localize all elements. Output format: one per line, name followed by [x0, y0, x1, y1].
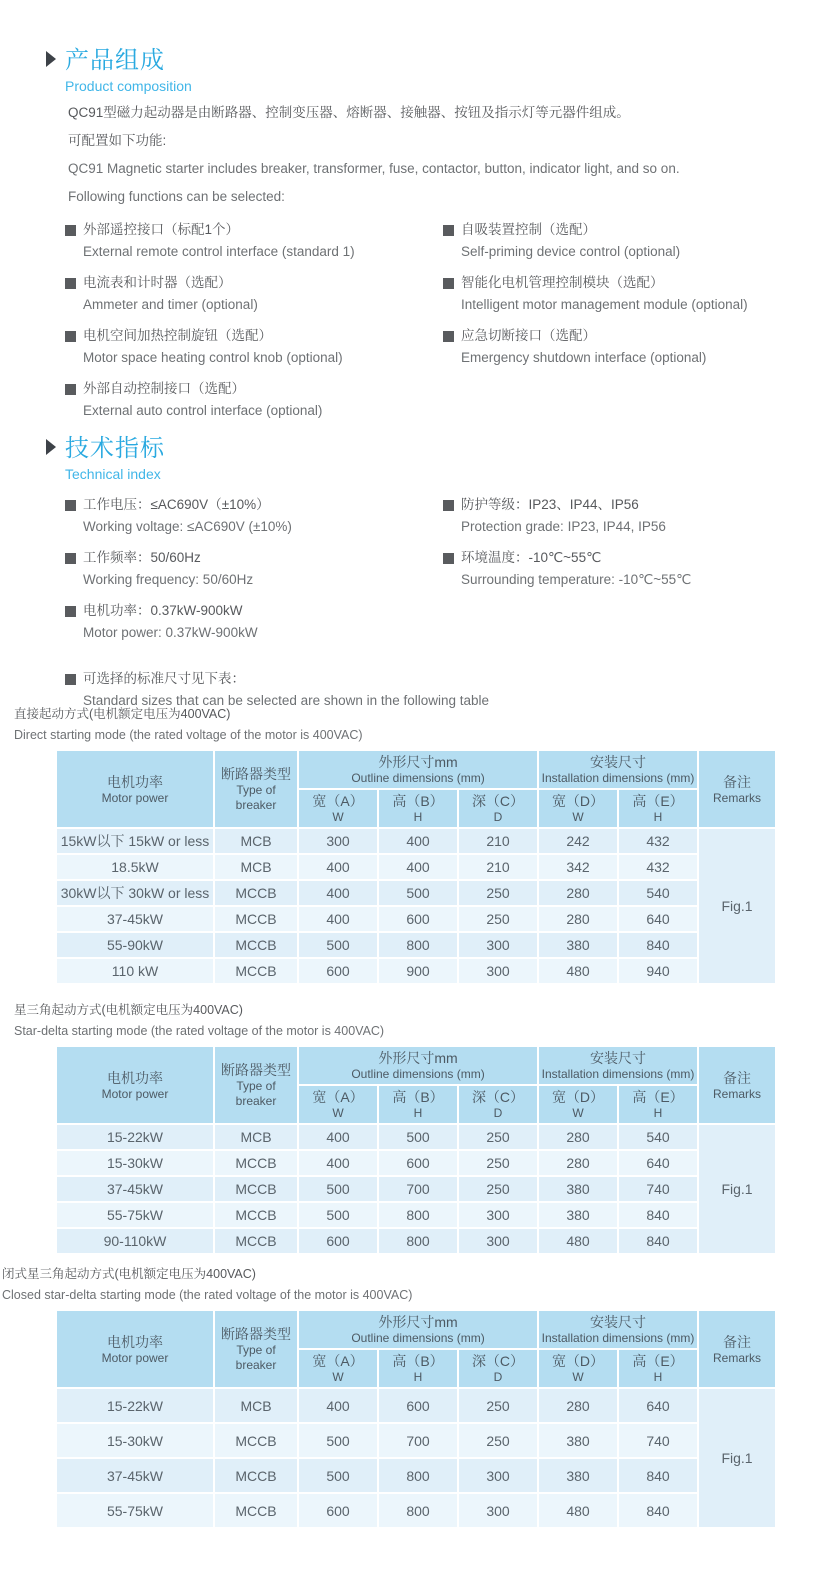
- table-cell: 600: [378, 1388, 458, 1423]
- col-header-outline-dimensions: 外形尺寸mm Outline dimensions (mm): [298, 750, 538, 789]
- table-cell: 110 kW: [56, 958, 214, 984]
- table-cell: 480: [538, 1228, 618, 1254]
- table-group-star-delta: [0, 1000, 830, 1255]
- feature-item: [443, 219, 786, 263]
- table-row: [56, 1124, 776, 1150]
- table-cell: 600: [378, 906, 458, 932]
- table-cell: 242: [538, 828, 618, 854]
- spec-label-en: Surrounding temperature: -10℃~55℃: [461, 572, 692, 587]
- table-cell: 740: [618, 1423, 698, 1458]
- table-cell: 300: [458, 932, 538, 958]
- feature-label-en: Motor space heating control knob (optional): [83, 350, 343, 365]
- table-cell: 280: [538, 1388, 618, 1423]
- table-cell: 600: [298, 958, 378, 984]
- table-row: [56, 854, 776, 880]
- table-cell: 250: [458, 880, 538, 906]
- bullet-square-icon: [65, 331, 76, 342]
- table-cell: 280: [538, 880, 618, 906]
- col-header-height-e: 高（E） H: [618, 1085, 698, 1124]
- remark-cell: Fig.1: [698, 1124, 776, 1254]
- table-cell: 600: [298, 1228, 378, 1254]
- table-cell: 640: [618, 906, 698, 932]
- table-cell: 300: [458, 1228, 538, 1254]
- table-cell: 900: [378, 958, 458, 984]
- note-label-en: Standard sizes that can be selected are shown in the following table: [83, 693, 490, 708]
- table-cell: 250: [458, 1388, 538, 1423]
- col-header-installation-dimensions: 安装尺寸 Installation dimensions (mm): [538, 1046, 698, 1085]
- table-cell: 800: [378, 1228, 458, 1254]
- table-cell: 600: [378, 1150, 458, 1176]
- table-title-en: Star-delta starting mode (the rated voltage of the motor is 400VAC): [14, 1024, 385, 1038]
- bullet-square-icon: [65, 553, 76, 564]
- section-title-cn: 产品组成: [65, 47, 165, 74]
- spec-label-cn: 工作频率：50/60Hz: [83, 550, 201, 565]
- table-body: [56, 828, 776, 984]
- bullet-square-icon: [65, 606, 76, 617]
- table-cell: 380: [538, 1202, 618, 1228]
- bullet-square-icon: [65, 225, 76, 236]
- spec-column-right: [443, 494, 786, 653]
- table-cell: 30kW以下 30kW or less: [56, 880, 214, 906]
- col-header-motor-power: 电机功率 Motor power: [56, 1310, 214, 1388]
- table-row: [56, 1176, 776, 1202]
- bullet-square-icon: [443, 225, 454, 236]
- table-cell: 15-30kW: [56, 1423, 214, 1458]
- table-cell: 300: [458, 958, 538, 984]
- bullet-square-icon: [65, 278, 76, 289]
- col-header-motor-power: 电机功率 Motor power: [56, 1046, 214, 1124]
- spec-label-en: Working frequency: 50/60Hz: [83, 572, 254, 587]
- table-cell: 800: [378, 1458, 458, 1493]
- table-cell: 480: [538, 1493, 618, 1528]
- spec-label-en: Motor power: 0.37kW-900kW: [83, 625, 258, 640]
- feature-item: [65, 378, 443, 422]
- col-header-depth-c: 深（C） D: [458, 789, 538, 828]
- col-header-outline-dimensions: 外形尺寸mm Outline dimensions (mm): [298, 1310, 538, 1349]
- table-cell: 500: [298, 1458, 378, 1493]
- table-cell: 15-22kW: [56, 1388, 214, 1423]
- spec-label-en: Working voltage: ≤AC690V (±10%): [83, 519, 292, 534]
- spec-label-cn: 电机功率：0.37kW-900kW: [83, 603, 243, 618]
- col-header-outline-dimensions: 外形尺寸mm Outline dimensions (mm): [298, 1046, 538, 1085]
- feature-label-en: Emergency shutdown interface (optional): [461, 350, 707, 365]
- col-header-remarks: 备注 Remarks: [698, 1046, 776, 1124]
- table-row: [56, 932, 776, 958]
- col-header-installation-dimensions: 安装尺寸 Installation dimensions (mm): [538, 1310, 698, 1349]
- feature-column-left: [65, 219, 443, 431]
- feature-label-en: External remote control interface (standard 1): [83, 244, 355, 259]
- table-cell: 500: [298, 1176, 378, 1202]
- table-row: [56, 828, 776, 854]
- table-cell: 400: [298, 854, 378, 880]
- config-paragraph-en: Following functions can be selected:: [68, 189, 285, 204]
- table-cell: 540: [618, 880, 698, 906]
- col-header-motor-power: 电机功率 Motor power: [56, 750, 214, 828]
- col-header-height-b: 高（B） H: [378, 1085, 458, 1124]
- table-cell: 380: [538, 1176, 618, 1202]
- table-cell: 210: [458, 854, 538, 880]
- table-cell: 250: [458, 1423, 538, 1458]
- col-header-breaker-type: 断路器类型 Type of breaker: [214, 1310, 298, 1388]
- feature-item: [65, 219, 443, 263]
- intro-paragraphs: [68, 102, 786, 207]
- dimensions-table-closed-star-delta: [55, 1309, 777, 1529]
- feature-label-en: External auto control interface (optional): [83, 403, 323, 418]
- table-cell: 700: [378, 1176, 458, 1202]
- feature-columns: [46, 219, 786, 431]
- feature-label-cn: 电机空间加热控制旋钮（选配）: [83, 328, 272, 343]
- table-cell: 700: [378, 1423, 458, 1458]
- remark-cell: Fig.1: [698, 1388, 776, 1528]
- table-cell: MCCB: [214, 932, 298, 958]
- section-technical-index: [46, 428, 786, 653]
- dimensions-table-star-delta: [55, 1045, 777, 1255]
- table-cell: 300: [298, 828, 378, 854]
- table-cell: MCB: [214, 828, 298, 854]
- table-cell: MCCB: [214, 880, 298, 906]
- table-cell: 540: [618, 1124, 698, 1150]
- table-cell: 15-30kW: [56, 1150, 214, 1176]
- bullet-square-icon: [443, 278, 454, 289]
- table-row: [56, 1493, 776, 1528]
- spec-columns: [46, 494, 786, 653]
- table-cell: 250: [458, 1176, 538, 1202]
- feature-label-cn: 应急切断接口（选配）: [461, 328, 596, 343]
- feature-label-cn: 外部自动控制接口（选配）: [83, 381, 245, 396]
- table-cell: MCCB: [214, 1493, 298, 1528]
- section-title-row: [46, 40, 786, 75]
- table-cell: 500: [298, 932, 378, 958]
- table-cell: 400: [298, 880, 378, 906]
- table-cell: 480: [538, 958, 618, 984]
- table-row: [56, 1388, 776, 1423]
- table-cell: 500: [378, 880, 458, 906]
- table-cell: 740: [618, 1176, 698, 1202]
- config-paragraph-cn: 可配置如下功能:: [68, 133, 167, 148]
- bullet-square-icon: [65, 384, 76, 395]
- table-cell: 37-45kW: [56, 1458, 214, 1493]
- table-cell: 342: [538, 854, 618, 880]
- bullet-square-icon: [443, 500, 454, 511]
- feature-label-cn: 电流表和计时器（选配）: [83, 275, 232, 290]
- table-cell: 380: [538, 1423, 618, 1458]
- table-cell: 300: [458, 1458, 538, 1493]
- table-cell: MCB: [214, 1388, 298, 1423]
- spec-label-cn: 环境温度：-10℃~55℃: [461, 550, 602, 565]
- feature-label-cn: 智能化电机管理控制模块（选配）: [461, 275, 664, 290]
- table-cell: 300: [458, 1202, 538, 1228]
- table-cell: MCCB: [214, 1150, 298, 1176]
- table-cell: MCCB: [214, 1202, 298, 1228]
- table-cell: 600: [298, 1493, 378, 1528]
- section-title-row: [46, 428, 786, 463]
- table-cell: 500: [298, 1202, 378, 1228]
- feature-label-cn: 自吸装置控制（选配）: [461, 222, 596, 237]
- table-cell: 640: [618, 1150, 698, 1176]
- table-cell: 400: [378, 828, 458, 854]
- col-header-width-d: 宽（D） W: [538, 1349, 618, 1388]
- table-cell: 37-45kW: [56, 1176, 214, 1202]
- col-header-remarks: 备注 Remarks: [698, 750, 776, 828]
- table-cell: MCCB: [214, 906, 298, 932]
- table-row: [56, 906, 776, 932]
- table-cell: 500: [378, 1124, 458, 1150]
- table-cell: 400: [298, 1124, 378, 1150]
- table-row: [56, 1150, 776, 1176]
- table-title-cn: 星三角起动方式(电机额定电压为400VAC): [14, 1003, 243, 1017]
- table-cell: 55-90kW: [56, 932, 214, 958]
- col-header-height-b: 高（B） H: [378, 1349, 458, 1388]
- col-header-depth-c: 深（C） D: [458, 1349, 538, 1388]
- table-cell: 250: [458, 906, 538, 932]
- table-cell: 400: [298, 1150, 378, 1176]
- table-cell: 55-75kW: [56, 1202, 214, 1228]
- table-row: [56, 1458, 776, 1493]
- table-group-closed-star-delta: [0, 1264, 830, 1529]
- bullet-square-icon: [443, 553, 454, 564]
- table-cell: 90-110kW: [56, 1228, 214, 1254]
- spec-item: [65, 547, 443, 591]
- note-label-cn: 可选择的标准尺寸见下表：: [83, 671, 245, 686]
- table-title-cn: 闭式星三角起动方式(电机额定电压为400VAC): [2, 1267, 256, 1281]
- table-title-en: Direct starting mode (the rated voltage of the motor is 400VAC): [14, 728, 363, 742]
- table-cell: 840: [618, 1228, 698, 1254]
- table-row: [56, 958, 776, 984]
- table-cell: MCCB: [214, 1176, 298, 1202]
- table-cell: MCCB: [214, 1228, 298, 1254]
- table-cell: MCCB: [214, 958, 298, 984]
- table-head: [56, 1046, 776, 1124]
- spec-label-en: Protection grade: IP23, IP44, IP56: [461, 519, 666, 534]
- col-header-width-a: 宽（A） W: [298, 789, 378, 828]
- table-cell: 940: [618, 958, 698, 984]
- table-cell: 400: [378, 854, 458, 880]
- remark-cell: Fig.1: [698, 828, 776, 984]
- table-cell: 55-75kW: [56, 1493, 214, 1528]
- table-cell: MCB: [214, 1124, 298, 1150]
- table-cell: 840: [618, 1202, 698, 1228]
- table-head: [56, 750, 776, 828]
- table-title-cn: 直接起动方式(电机额定电压为400VAC): [14, 707, 231, 721]
- feature-item: [443, 272, 786, 316]
- feature-item: [65, 325, 443, 369]
- dimensions-table-direct: [55, 749, 777, 985]
- table-cell: 280: [538, 1124, 618, 1150]
- spec-item: [443, 494, 786, 538]
- feature-item: [443, 325, 786, 369]
- table-body: [56, 1388, 776, 1528]
- table-cell: 380: [538, 932, 618, 958]
- section-arrow-icon: [46, 439, 56, 455]
- feature-label-en: Self-priming device control (optional): [461, 244, 681, 259]
- intro-paragraph-en: QC91 Magnetic starter includes breaker, transformer, fuse, contactor, button, indicator light, and so on.: [68, 161, 680, 176]
- table-cell: 840: [618, 1458, 698, 1493]
- table-cell: MCCB: [214, 1423, 298, 1458]
- bullet-square-icon: [65, 500, 76, 511]
- col-header-width-d: 宽（D） W: [538, 1085, 618, 1124]
- feature-item: [65, 272, 443, 316]
- col-header-height-e: 高（E） H: [618, 789, 698, 828]
- col-header-width-d: 宽（D） W: [538, 789, 618, 828]
- col-header-height-e: 高（E） H: [618, 1349, 698, 1388]
- spec-item: [65, 494, 443, 538]
- spec-item: [443, 547, 786, 591]
- table-cell: 800: [378, 1202, 458, 1228]
- table-row: [56, 1228, 776, 1254]
- feature-label-en: Ammeter and timer (optional): [83, 297, 258, 312]
- table-cell: 432: [618, 828, 698, 854]
- table-cell: 500: [298, 1423, 378, 1458]
- table-cell: 280: [538, 906, 618, 932]
- feature-column-right: [443, 219, 786, 431]
- table-cell: 432: [618, 854, 698, 880]
- table-cell: 380: [538, 1458, 618, 1493]
- spec-column-left: [65, 494, 443, 653]
- table-cell: 640: [618, 1388, 698, 1423]
- section-arrow-icon: [46, 51, 56, 67]
- table-cell: 15-22kW: [56, 1124, 214, 1150]
- table-cell: 250: [458, 1150, 538, 1176]
- table-cell: MCCB: [214, 1458, 298, 1493]
- table-cell: 840: [618, 932, 698, 958]
- table-cell: 300: [458, 1493, 538, 1528]
- table-cell: 250: [458, 1124, 538, 1150]
- table-row: [56, 1202, 776, 1228]
- col-header-width-a: 宽（A） W: [298, 1349, 378, 1388]
- table-cell: 15kW以下 15kW or less: [56, 828, 214, 854]
- table-body: [56, 1124, 776, 1254]
- table-cell: 400: [298, 906, 378, 932]
- col-header-breaker-type: 断路器类型 Type of breaker: [214, 750, 298, 828]
- spec-item: [65, 600, 443, 644]
- table-group-direct-starting: [0, 704, 830, 985]
- section-title-en: Technical index: [65, 466, 161, 482]
- section-title-cn: 技术指标: [65, 435, 165, 462]
- table-cell: 18.5kW: [56, 854, 214, 880]
- bullet-square-icon: [443, 331, 454, 342]
- section-title-en: Product composition: [65, 78, 192, 94]
- table-cell: 400: [298, 1388, 378, 1423]
- feature-label-cn: 外部遥控接口（标配1个）: [83, 222, 240, 237]
- table-cell: MCB: [214, 854, 298, 880]
- feature-label-en: Intelligent motor management module (optional): [461, 297, 748, 312]
- intro-paragraph-cn: QC91型磁力起动器是由断路器、控制变压器、熔断器、接触器、按钮及指示灯等元器件组成。: [68, 105, 630, 120]
- col-header-depth-c: 深（C） D: [458, 1085, 538, 1124]
- spec-label-cn: 工作电压：≤AC690V（±10%）: [83, 497, 270, 512]
- col-header-width-a: 宽（A） W: [298, 1085, 378, 1124]
- table-cell: 800: [378, 1493, 458, 1528]
- spec-label-cn: 防护等级：IP23、IP44、IP56: [461, 497, 639, 512]
- col-header-installation-dimensions: 安装尺寸 Installation dimensions (mm): [538, 750, 698, 789]
- table-row: [56, 1423, 776, 1458]
- col-header-breaker-type: 断路器类型 Type of breaker: [214, 1046, 298, 1124]
- table-cell: 800: [378, 932, 458, 958]
- table-cell: 37-45kW: [56, 906, 214, 932]
- table-cell: 280: [538, 1150, 618, 1176]
- table-cell: 210: [458, 828, 538, 854]
- table-cell: 840: [618, 1493, 698, 1528]
- table-title-en: Closed star-delta starting mode (the rated voltage of the motor is 400VAC): [2, 1288, 413, 1302]
- table-row: [56, 880, 776, 906]
- col-header-remarks: 备注 Remarks: [698, 1310, 776, 1388]
- bullet-square-icon: [65, 674, 76, 685]
- section-product-composition: [46, 40, 786, 431]
- table-head: [56, 1310, 776, 1388]
- col-header-height-b: 高（B） H: [378, 789, 458, 828]
